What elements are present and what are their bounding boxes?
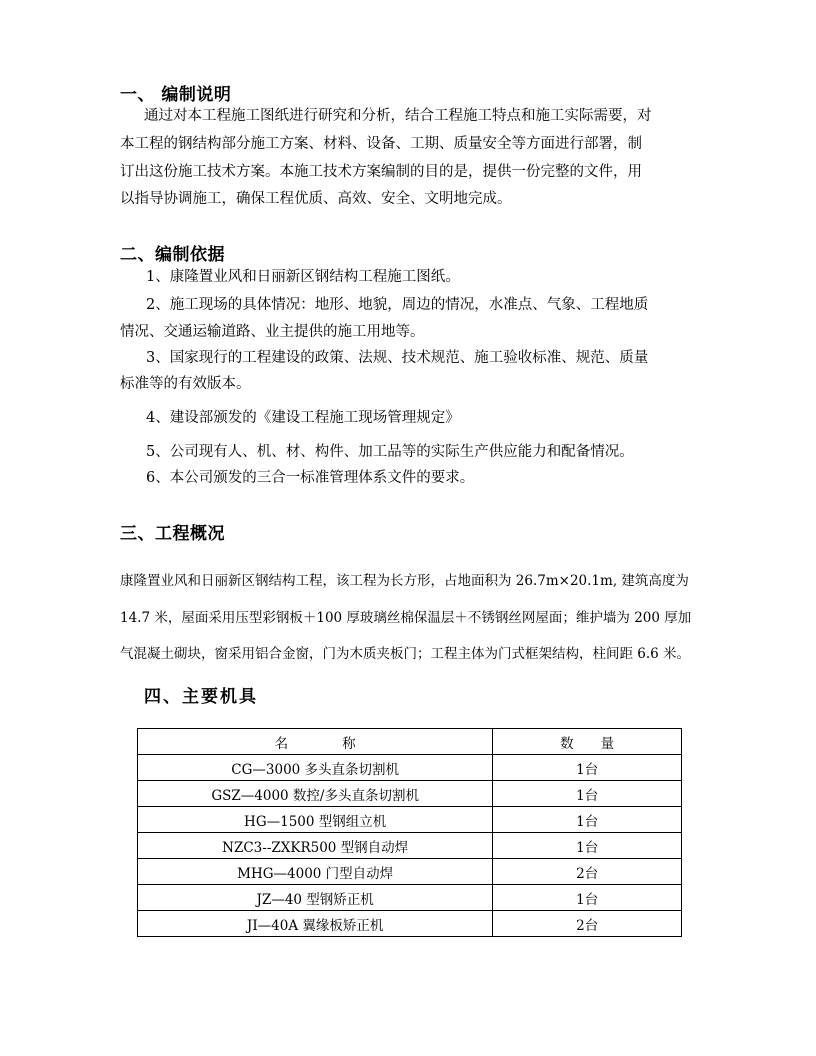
section-2-item-3: 3、国家现行的工程建设的政策、法规、技术规范、施工验收标准、规范、质量	[146, 350, 649, 366]
section-1-line-4: 以指导协调施工，确保工程优质、高效、安全、文明地完成。	[120, 191, 512, 207]
table-row	[138, 781, 682, 807]
equipment-name: MHG—4000 门型自动焊	[138, 859, 493, 885]
equipment-quantity: 1台	[493, 781, 682, 807]
equipment-name: NZC3--ZXKR500 型钢自动焊	[138, 833, 493, 859]
section-2-item-3-cont: 标准等的有效版本。	[120, 376, 251, 392]
equipment-name: JI—40A 翼缘板矫正机	[138, 911, 493, 937]
table-row	[138, 807, 682, 833]
equipment-name: CG—3000 多头直条切割机	[138, 755, 493, 781]
section-3-title: 三、工程概况	[120, 524, 225, 544]
section-2-title: 二、编制依据	[120, 245, 225, 265]
section-2-item-4: 4、建设部颁发的《建设工程施工现场管理规定》	[146, 410, 460, 426]
equipment-name: JZ—40 型钢矫正机	[138, 885, 493, 911]
header-quantity: 数 量	[493, 729, 682, 755]
section-1-title: 一、 编制说明	[120, 85, 232, 105]
section-2-item-1: 1、康隆置业风和日丽新区钢结构工程施工图纸。	[146, 269, 460, 285]
equipment-quantity: 2台	[493, 859, 682, 885]
section-3-line-3: 气混凝土砌块，窗采用铝合金窗，门为木质夹板门；工程主体为门式框架结构，柱间距 6.6 米。	[120, 646, 691, 662]
equipment-quantity: 1台	[493, 755, 682, 781]
section-2-item-2: 2、施工现场的具体情况：地形、地貌，周边的情况，水准点、气象、工程地质	[146, 297, 649, 313]
section-1-line-2: 本工程的钢结构部分施工方案、材料、设备、工期、质量安全等方面进行部署，制	[120, 136, 642, 152]
section-4-title: 四、主要机具	[144, 687, 258, 707]
table-row	[138, 833, 682, 859]
equipment-table	[137, 728, 682, 937]
section-2-item-6: 6、本公司颁发的三合一标准管理体系文件的要求。	[146, 470, 475, 486]
section-2-item-5: 5、公司现有人、机、材、构件、加工品等的实际生产供应能力和配备情况。	[146, 444, 634, 460]
section-1-line-1: 通过对本工程施工图纸进行研究和分析，结合工程施工特点和施工实际需要，对	[144, 108, 652, 124]
table-row	[138, 885, 682, 911]
section-2-item-2-cont: 情况、交通运输道路、业主提供的施工用地等。	[120, 324, 425, 340]
section-3-line-1: 康隆置业风和日丽新区钢结构工程，该工程为长方形，占地面积为 26.7m×20.1m, 建筑高度为	[120, 573, 689, 589]
section-1-line-3: 订出这份施工技术方案。本施工技术方案编制的目的是，提供一份完整的文件，用	[120, 164, 642, 180]
table-header-row	[138, 729, 682, 755]
equipment-quantity: 1台	[493, 885, 682, 911]
table-row	[138, 859, 682, 885]
equipment-quantity: 1台	[493, 807, 682, 833]
table-row	[138, 911, 682, 937]
header-name: 名 称	[138, 729, 493, 755]
section-3-line-2: 14.7 米，屋面采用压型彩钢板＋100 厚玻璃丝棉保温层＋不锈钢丝网屋面；维护墙为 200 厚加	[120, 610, 692, 626]
equipment-quantity: 2台	[493, 911, 682, 937]
equipment-quantity: 1台	[493, 833, 682, 859]
equipment-name: GSZ—4000 数控/多头直条切割机	[138, 781, 493, 807]
equipment-name: HG—1500 型钢组立机	[138, 807, 493, 833]
table-row	[138, 755, 682, 781]
